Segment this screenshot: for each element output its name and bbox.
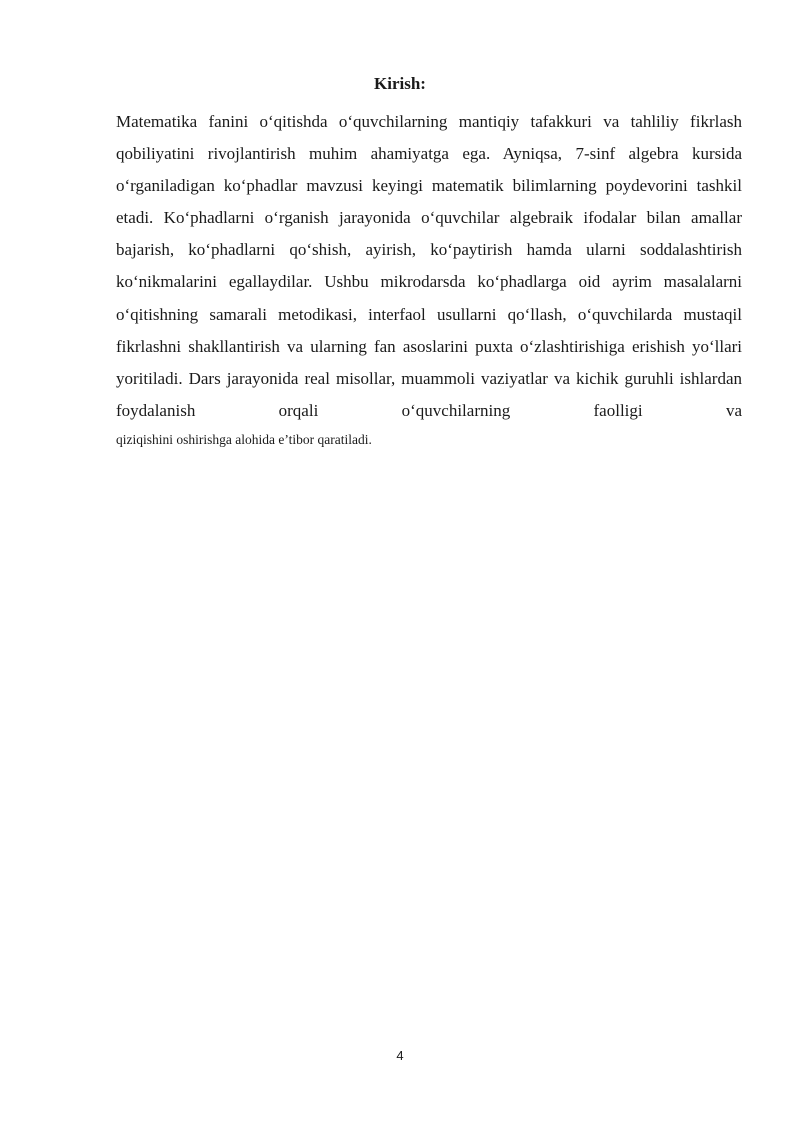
page-number: 4 — [396, 1048, 404, 1063]
section-heading: Kirish: — [374, 74, 426, 93]
intro-paragraph: Matematika fanini o‘qitishda o‘quvchilarning mantiqiy tafakkuri va tahliliy fikrlash qobiliyatini rivojlantirish muhim ahamiyatga ega. Ayniqsa, 7-sinf algebra kursida o‘rganiladigan ko‘phadlar mavzusi keyingi matematik bilimlarning poydevorini tashkil etadi. Ko‘phadlarni o‘rganish jarayonida o‘quvchilar algebraik ifodalar bilan amallar bajarish, ko‘phadlarni qo‘shish, ayirish, ko‘paytirish hamda ularni soddalashtirish ko‘nikmalarini egallaydilar. Ushbu mikrodarsda ko‘phadlarga oid ayrim masalalarni o‘qitishning samarali metodikasi, interfaol usullarni qo‘llash, o‘quvchilarda mustaqil fikrlashni shakllantirish va ularning fan asoslarini puxta o‘zlashtirishiga erishish yo‘llari yoritiladi. Dars jarayonida real misollar, muammoli vaziyatlar va kichik guruhli ishlardan foydalanish orqali o‘quvchilarning faolligi va — [116, 112, 742, 420]
intro-paragraph-last-line: qiziqishini oshirishga alohida e’tibor qaratiladi. — [116, 432, 372, 447]
